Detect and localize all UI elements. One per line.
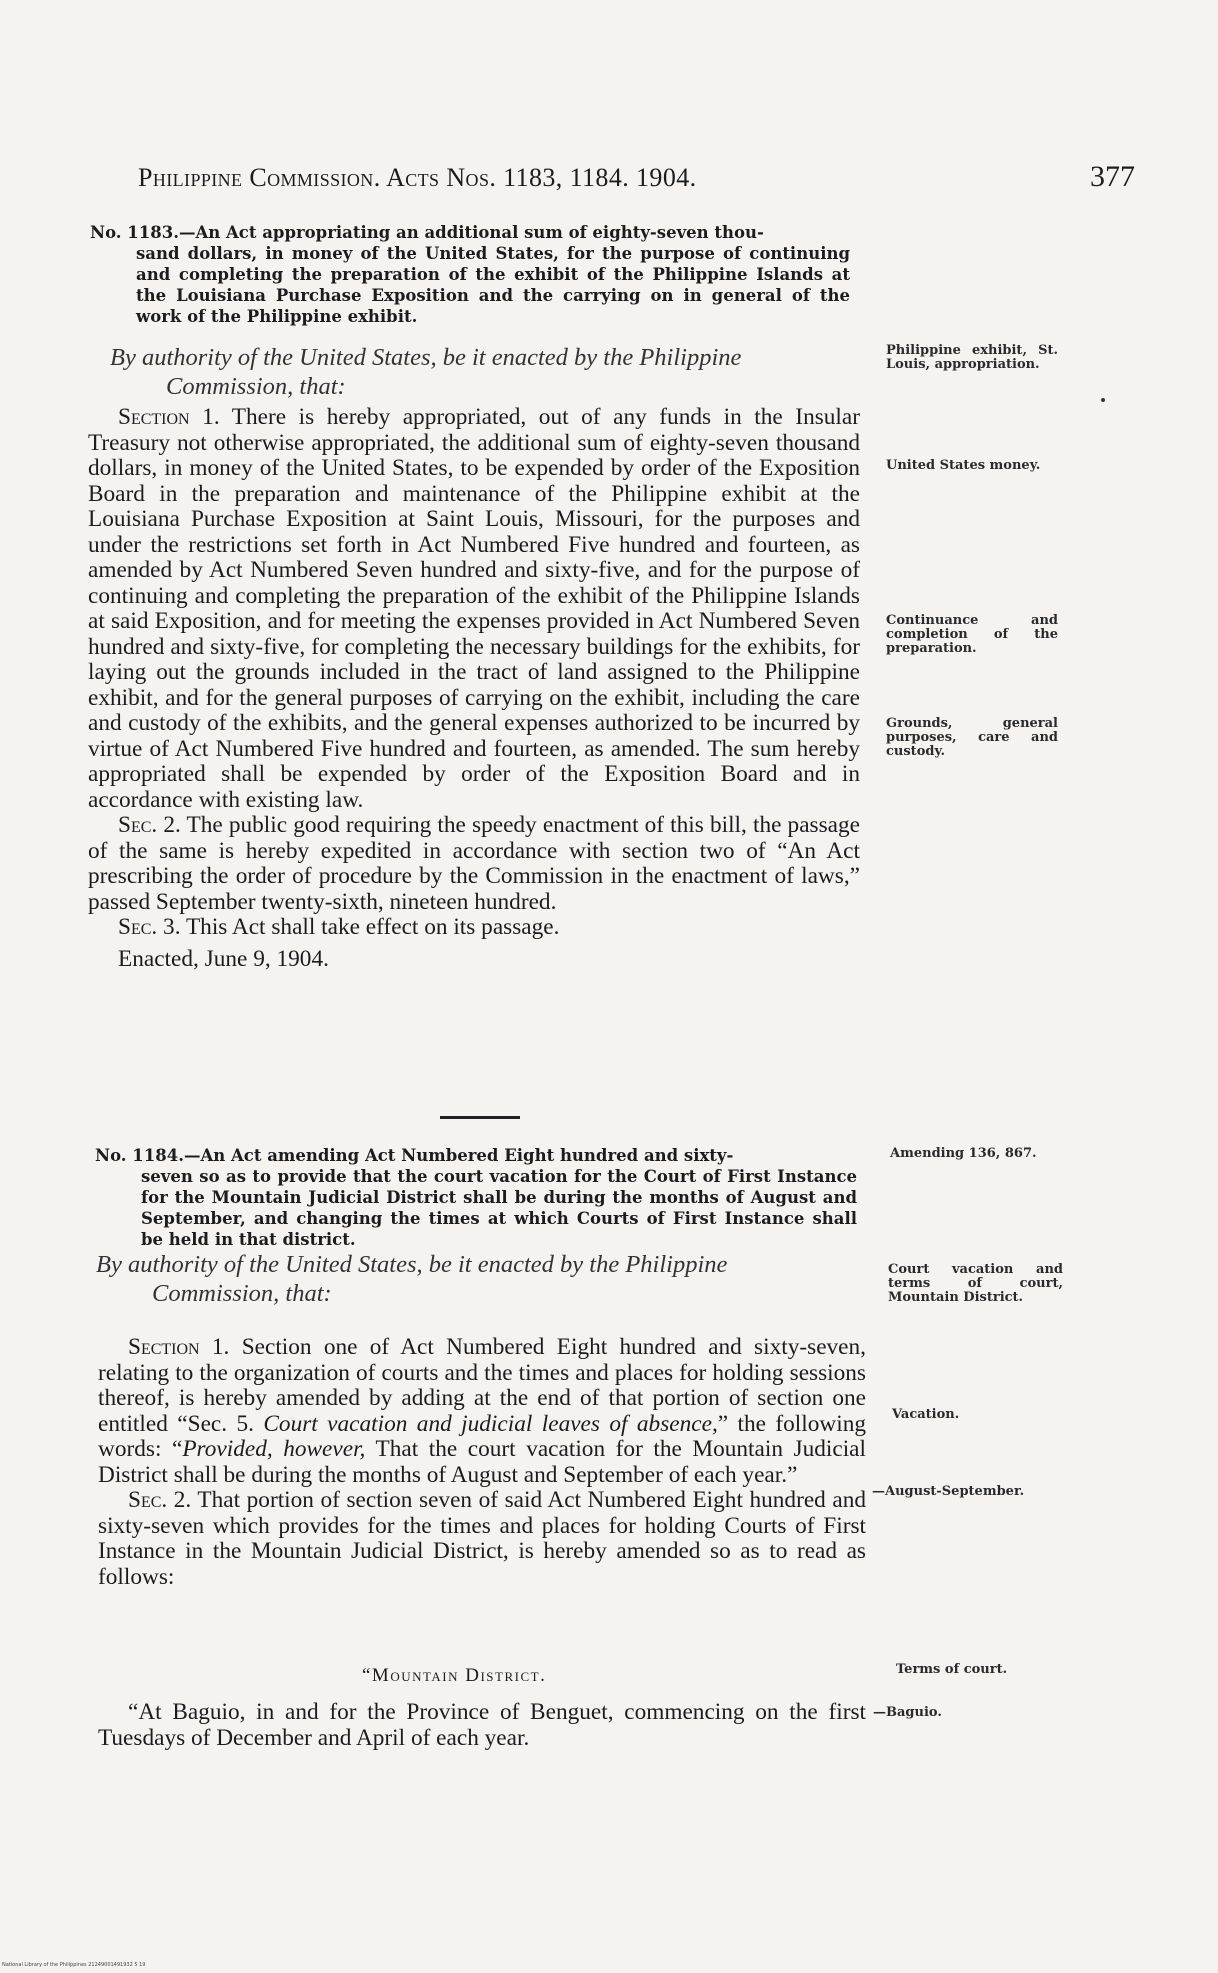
margin-note-vacation: Vacation. — [892, 1407, 960, 1422]
act-1183-heading-first-line: No. 1183.—An Act appropriating an additional sum of eighty-seven thou- — [90, 223, 764, 242]
section-text: Section one of Act Numbered Eight hundred and sixty-seven, relating to the organization of courts and the times and places for holding sessions thereof, is hereby amended by adding at the end of that portion of section one entitled “Sec. 5. — [98, 1334, 866, 1437]
margin-note-terms-of-court: Terms of court. — [896, 1662, 1008, 1677]
margin-note-august-september: —August-September. — [872, 1484, 1025, 1499]
scan-credit: National Library of the Philippines 21249001491932 5 19 — [2, 1962, 146, 1968]
margin-note-amending: Amending 136, 867. — [890, 1146, 1037, 1161]
running-head: Philippine Commission. Acts Nos. 1183, 1184. 1904. — [138, 163, 697, 192]
act-1183-enacting-clause — [110, 343, 870, 401]
act-1183-section-2 — [88, 813, 860, 915]
section-text: ” the following words: “ — [98, 1410, 866, 1462]
section-label: Sec. 3. — [118, 914, 181, 940]
act-1183-enact-line-1: By authority of the United States, be it enacted by the Philippine — [110, 344, 742, 371]
margin-note-continuance: Continuance and completion of the preparation. — [886, 613, 1058, 656]
scan-speck — [1101, 398, 1105, 402]
act-1183-heading-rest: sand dollars, in money of the United States, for the purpose of continuing and completing the preparation of the exhibit of the Philippine Islands at the Louisiana Purchase Exposition and the carrying on in general of the work of the Philippine exhibit. — [136, 244, 850, 326]
page-number: 377 — [1090, 160, 1135, 193]
act-1184-enact-line-2: Commission, that: — [152, 1280, 332, 1307]
act-1184-enacting-clause — [96, 1250, 876, 1308]
section-text-italic: Court vacation and judicial leaves of absence, — [263, 1410, 718, 1437]
act-1183-section-3 — [88, 915, 860, 941]
baguio-paragraph: “At Baguio, in and for the Province of Benguet, commencing on the first Tuesdays of December and April of each year. — [98, 1699, 866, 1751]
section-label: Section 1. — [128, 1334, 230, 1360]
margin-note-united-states-money: United States money. — [886, 458, 1041, 473]
district-title: “Mountain District. — [362, 1665, 547, 1686]
act-1183-enact-line-2: Commission, that: — [166, 373, 346, 400]
section-text: That portion of section seven of said Act Numbered Eight hundred and sixty-seven which provides for the times and places for holding Courts of First Instance in the Mountain Judicial District, is hereby amended so as to read as follows: — [98, 1487, 867, 1590]
act-1184-heading-first-line: No. 1184.—An Act amending Act Numbered Eight hundred and sixty- — [95, 1146, 734, 1165]
section-label: Section 1. — [118, 404, 220, 430]
act-1184-heading-rest: seven so as to provide that the court vacation for the Court of First Instance for the Mountain Judicial District shall be during the months of August and September, and changing the times at which Courts of First Instance shall be held in that district. — [141, 1167, 857, 1249]
act-1184-section-2 — [98, 1488, 866, 1590]
margin-note-baguio: —Baguio. — [873, 1705, 942, 1720]
act-1184-section-1 — [98, 1335, 866, 1488]
act-1183-section-1 — [88, 405, 860, 813]
section-label: Sec. 2. — [118, 812, 181, 838]
section-text: There is hereby appropriated, out of any funds in the Insular Treasury not otherwise appropriated, the additional sum of eighty-seven thousand dollars, in money of the United States, to be expended by order of the Exposition Board in the preparation and maintenance of the Philippine exhibit at the Louisiana Purchase Exposition at Saint Louis, Missouri, for the purposes and under the restrictions set forth in Act Numbered Five hundred and fourteen, as amended by Act Numbered Seven hundred and sixty-five, and for the purpose of continuing and completing the preparation of the exhibit of the Philippine Islands at said Exposition, and for meeting the expenses provided in Act Numbered Seven hundred and sixty-five, for completing the necessary buildings for the exhibits, for laying out the grounds included in the tract of land assigned to the Philippine exhibit, and for the general purposes of carrying on the exhibit, including the care and custody of the exhibits, and the general expenses authorized to be incurred by virtue of Act Numbered Five hundred and fourteen, as amended. The sum hereby appropriated shall be expended by order of the Exposition Board and in accordance with existing law. — [88, 404, 861, 813]
section-text: The public good requiring the speedy enactment of this bill, the passage of the same is hereby expedited in accordance with section two of “An Act prescribing the order of procedure by the Commission in the enactment of laws,” passed September twenty-sixth, nineteen hundred. — [88, 812, 860, 915]
act-1184-heading — [95, 1145, 857, 1250]
act-1184-enact-line-1: By authority of the United States, be it enacted by the Philippine — [96, 1251, 728, 1278]
section-divider — [440, 1116, 520, 1119]
margin-note-court-vacation: Court vacation and terms of court, Mountain District. — [888, 1262, 1063, 1305]
act-1183-heading — [90, 222, 850, 327]
baguio-paragraph-wrap — [98, 1700, 866, 1751]
act-1183-enacted-date: Enacted, June 9, 1904. — [118, 945, 329, 972]
section-text: This Act shall take effect on its passage. — [185, 914, 560, 940]
section-text-italic: Provided, however, — [182, 1436, 366, 1462]
margin-note-philippine-exhibit: Philippine exhibit, St. Louis, appropriation. — [886, 343, 1058, 372]
section-text: That the court vacation for the Mountain Judicial District shall be during the months of August and September of each year.” — [98, 1436, 866, 1488]
act-1184-body — [98, 1335, 866, 1590]
margin-note-grounds: Grounds, general purposes, care and custody. — [886, 716, 1058, 759]
act-1183-body — [88, 405, 860, 972]
section-label: Sec. 2. — [128, 1487, 192, 1513]
